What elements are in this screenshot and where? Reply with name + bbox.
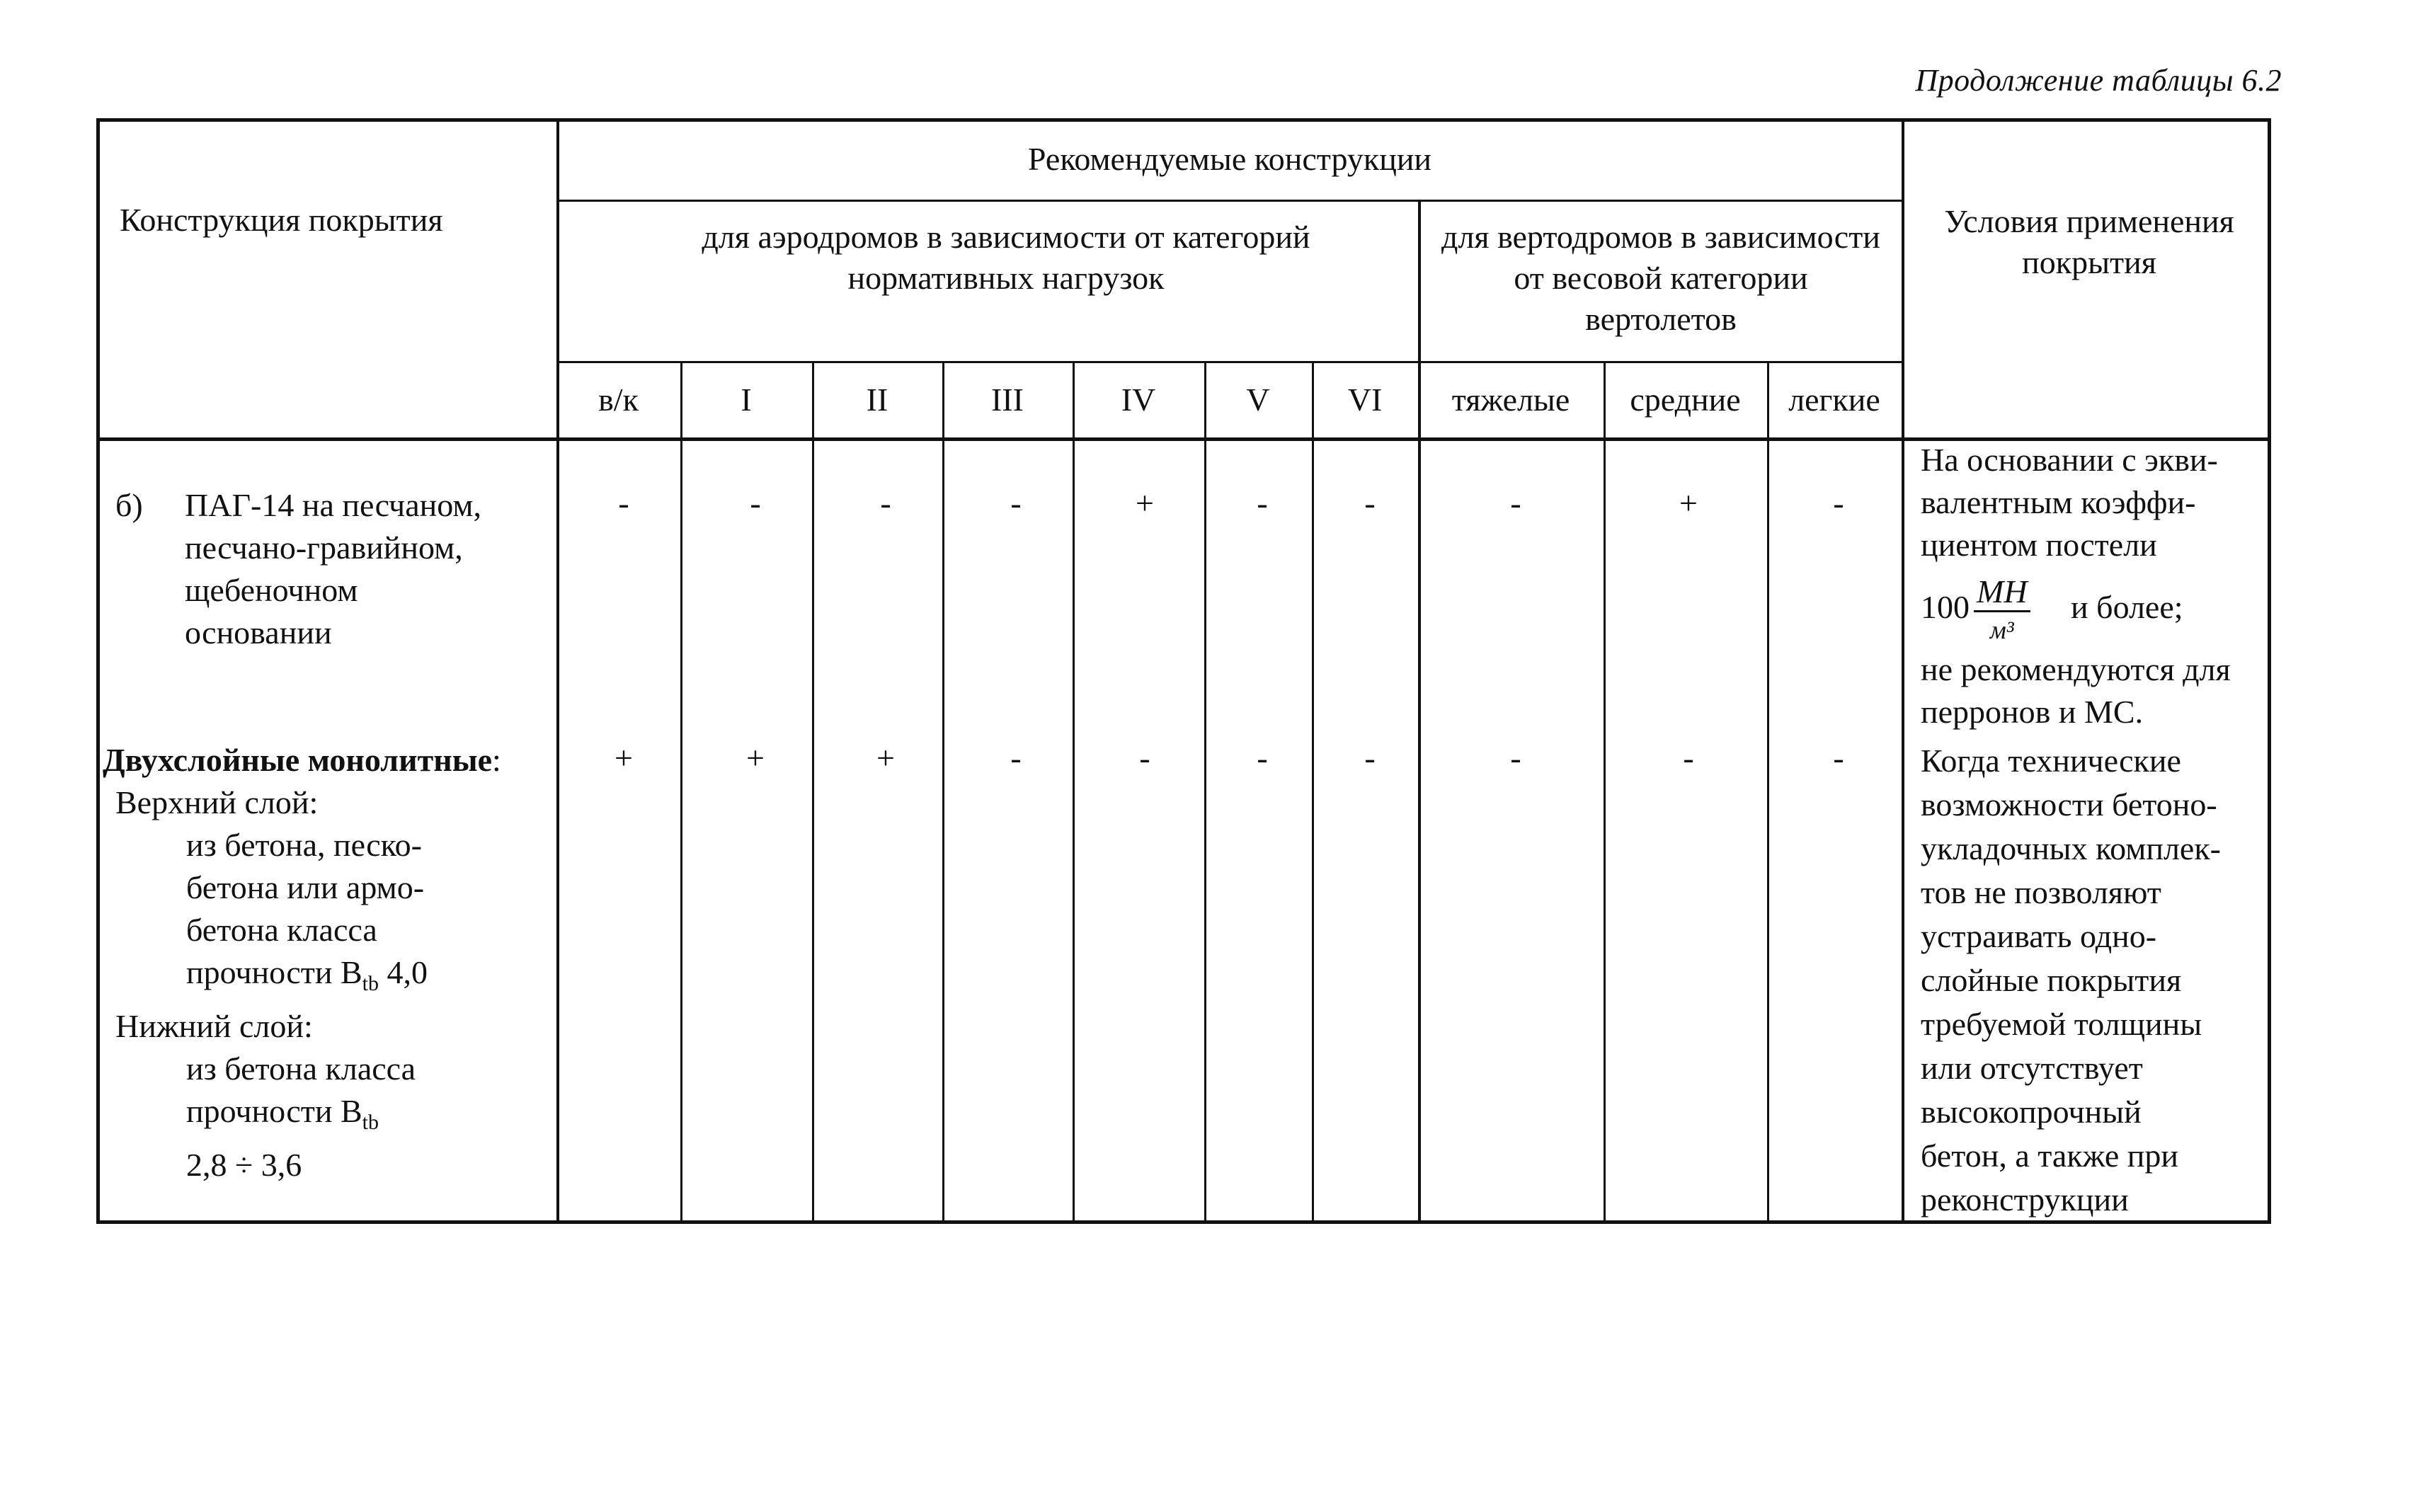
row1-mark-light: -	[1833, 485, 1844, 521]
row2-upper-line: бетона или армо-	[186, 869, 425, 905]
upper-strength-value: 4,0	[379, 954, 428, 990]
row2-conditions-line: бетон, а также при	[1921, 1138, 2179, 1174]
divider-col-2	[812, 361, 814, 1220]
row2-conditions-line: тов не позволяют	[1921, 874, 2161, 910]
subcol-medium: средние	[1630, 382, 1741, 418]
row1-mark-VI: -	[1364, 485, 1376, 521]
row2-conditions-line: высокопрочный	[1921, 1094, 2142, 1130]
header-recommended: Рекомендуемые конструкции	[1027, 141, 1432, 177]
row2-conditions-line: реконструкции	[1921, 1181, 2129, 1218]
row1-conditions-line: валентным коэффи-	[1921, 484, 2196, 520]
divider-col-5	[1204, 361, 1206, 1220]
row2-conditions-line: устраивать одно-	[1921, 918, 2157, 954]
row2-mark-medium: -	[1683, 740, 1694, 776]
row1-mark-II: -	[880, 485, 891, 521]
row2-conditions-line: слойные покрытия	[1921, 962, 2182, 998]
formula-coefficient: 100	[1921, 589, 1970, 625]
row1-mark-vk: -	[618, 485, 629, 521]
row2-upper-line: бетона класса	[186, 912, 377, 948]
header-conditions: Условия применения покрытия	[1944, 203, 2234, 280]
header-heliports: для вертодромов в зависимости от весовой категории вертолетов	[1441, 219, 1880, 337]
formula-tail: и более;	[2071, 589, 2183, 625]
row2-upper-layer: Верхний слой:	[115, 784, 319, 820]
divider-col-3	[942, 361, 944, 1220]
subcol-II: II	[866, 382, 888, 418]
subcol-IV: IV	[1121, 382, 1156, 418]
upper-strength-prefix: прочности B	[186, 954, 362, 990]
divider-col-9	[1767, 361, 1769, 1220]
row1-conditions-line: На основании с экви-	[1921, 442, 2218, 478]
subcol-VI: VI	[1347, 382, 1383, 418]
divider-recommended	[556, 200, 1903, 202]
row2-mark-IV: -	[1139, 740, 1150, 776]
subcol-I: I	[741, 382, 752, 418]
row1-label-line: основании	[185, 614, 332, 651]
row2-mark-V: -	[1257, 740, 1268, 776]
row1-conditions-formula	[1921, 566, 2261, 648]
subcol-light: легкие	[1788, 382, 1880, 418]
header-aerodromes: для аэродромов в зависимости от категорий нормативных нагрузок	[702, 219, 1310, 296]
row2-conditions	[1921, 739, 2261, 1222]
construction-table	[96, 118, 2271, 1224]
divider-col-4	[1073, 361, 1075, 1220]
divider-col-8	[1604, 361, 1606, 1220]
row1-conditions-line: не рекомендуются для	[1921, 651, 2231, 687]
row2-conditions-line: возможности бетоно-	[1921, 786, 2217, 823]
row1-label-line: щебеночном	[185, 572, 358, 608]
row1-conditions	[1921, 439, 2261, 733]
row1-mark-heavy: -	[1510, 485, 1521, 521]
row2-title	[103, 739, 501, 781]
row2-lower-range: 2,8 ÷ 3,6	[186, 1147, 302, 1184]
divider-subheader	[556, 361, 1903, 363]
header-construction: Конструкция покрытия	[120, 202, 443, 238]
row1-label-line: ПАГ-14 на песчаном,	[185, 487, 481, 523]
row2-title-colon: :	[492, 742, 501, 778]
row2-lower-strength	[103, 1090, 501, 1144]
divider-construction	[556, 122, 559, 1220]
row1-conditions-line: перронов и МС.	[1921, 694, 2144, 730]
row2-mark-heavy: -	[1510, 740, 1521, 776]
divider-aero-heli	[1418, 200, 1421, 1220]
row2-title-text: Двухслойные монолитные	[103, 742, 493, 778]
formula-numerator: МН	[1974, 573, 2030, 612]
row2-mark-light: -	[1833, 740, 1844, 776]
upper-strength-sub: tb	[362, 972, 379, 996]
row2-conditions-line: требуемой толщины	[1921, 1006, 2202, 1042]
row1-mark-I: -	[750, 485, 761, 521]
subcol-III: III	[991, 382, 1024, 418]
row2-conditions-line: Когда технические	[1921, 743, 2181, 779]
row1-mark-III: -	[1010, 485, 1022, 521]
divider-col-1	[680, 361, 682, 1220]
divider-conditions	[1902, 122, 1904, 1220]
lower-strength-sub: tb	[362, 1111, 379, 1135]
subcol-V: V	[1246, 382, 1270, 418]
row1-label-line: песчано-гравийном,	[185, 529, 463, 566]
row2-mark-vk: +	[615, 740, 633, 776]
row1-mark-medium: +	[1679, 485, 1698, 521]
row2-upper-line: из бетона, песко-	[186, 827, 422, 863]
table-caption: Продолжение таблицы 6.2	[1915, 63, 2282, 98]
row2-upper-strength	[103, 951, 501, 1005]
formula-denominator: м³	[1989, 615, 2014, 644]
divider-col-6	[1312, 361, 1314, 1220]
row1-conditions-line: циентом постели	[1921, 527, 2157, 563]
row2-conditions-line: или отсутствует	[1921, 1050, 2143, 1086]
row1-label	[185, 484, 481, 654]
row2-lower-line: из бетона класса	[186, 1050, 416, 1087]
row1-mark-V: -	[1257, 485, 1268, 521]
formula-fraction	[1974, 573, 2030, 648]
row1-mark-IV: +	[1136, 485, 1154, 521]
row2-mark-VI: -	[1364, 740, 1376, 776]
row2-mark-III: -	[1010, 740, 1022, 776]
row2-conditions-line: укладочных комплек-	[1921, 830, 2221, 866]
row2-mark-II: +	[876, 740, 895, 776]
subcol-vk: в/к	[598, 382, 639, 418]
row2-label	[103, 739, 501, 1186]
subcol-heavy: тяжелые	[1451, 382, 1570, 418]
row2-lower-layer: Нижний слой:	[115, 1008, 313, 1045]
lower-strength-prefix: прочности B	[186, 1093, 362, 1130]
row2-mark-I: +	[746, 740, 765, 776]
row1-prefix: б)	[115, 487, 143, 523]
